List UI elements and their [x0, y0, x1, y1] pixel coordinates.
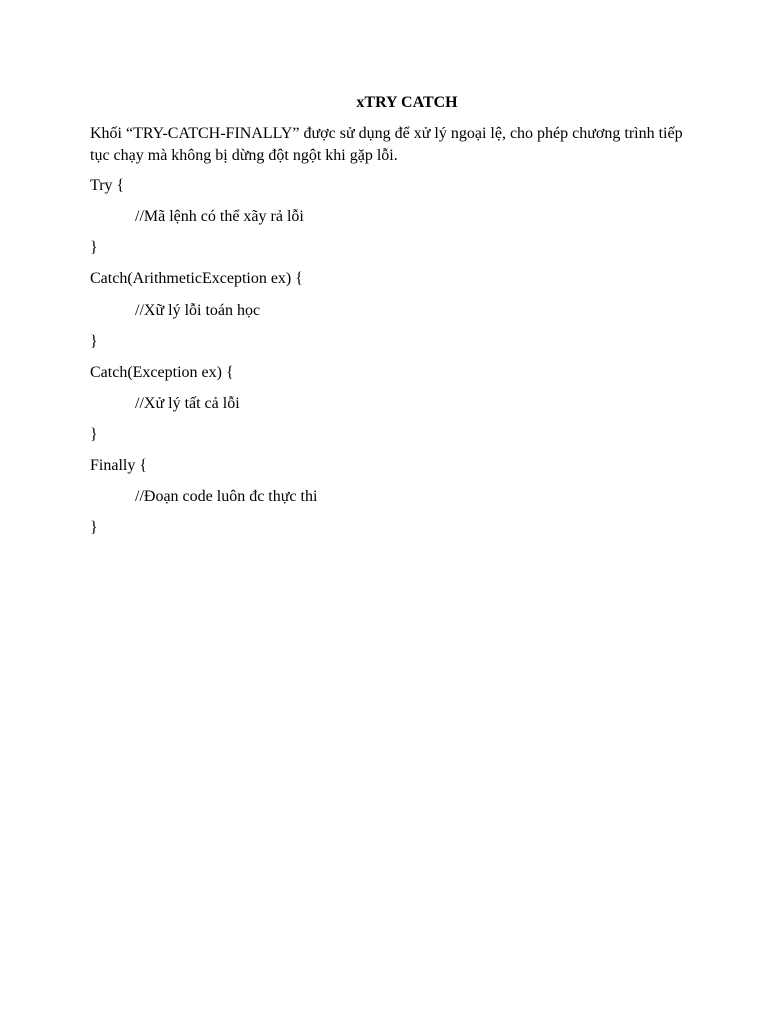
code-line-close-finally: }	[90, 519, 98, 536]
code-line-close-try: }	[90, 239, 98, 256]
code-line-catch-arithmetic: Catch(ArithmeticException ex) {	[90, 270, 303, 287]
code-line-try: Try {	[90, 177, 125, 194]
code-line-catch-exception: Catch(Exception ex) {	[90, 364, 234, 381]
code-line-comment-arithmetic: //Xữ lý lỗi toán học	[135, 302, 261, 319]
document-title: xTRY CATCH	[356, 94, 458, 111]
code-line-close-exception: }	[90, 426, 98, 443]
code-line-comment-try: //Mã lệnh có thể xãy rả lỗi	[135, 208, 304, 225]
code-line-comment-exception: //Xử lý tất cả lỗi	[135, 395, 240, 412]
intro-paragraph: Khối “TRY-CATCH-FINALLY” được sử dụng để xử lý ngoại lệ, cho phép chương trình tiếp tục chạy mà không bị dừng đột ngột khi gặp lỗi.	[90, 125, 683, 164]
code-line-comment-finally: //Đoạn code luôn đc thực thi	[135, 488, 318, 505]
code-line-finally: Finally {	[90, 457, 148, 474]
code-line-close-arithmetic: }	[90, 333, 98, 350]
